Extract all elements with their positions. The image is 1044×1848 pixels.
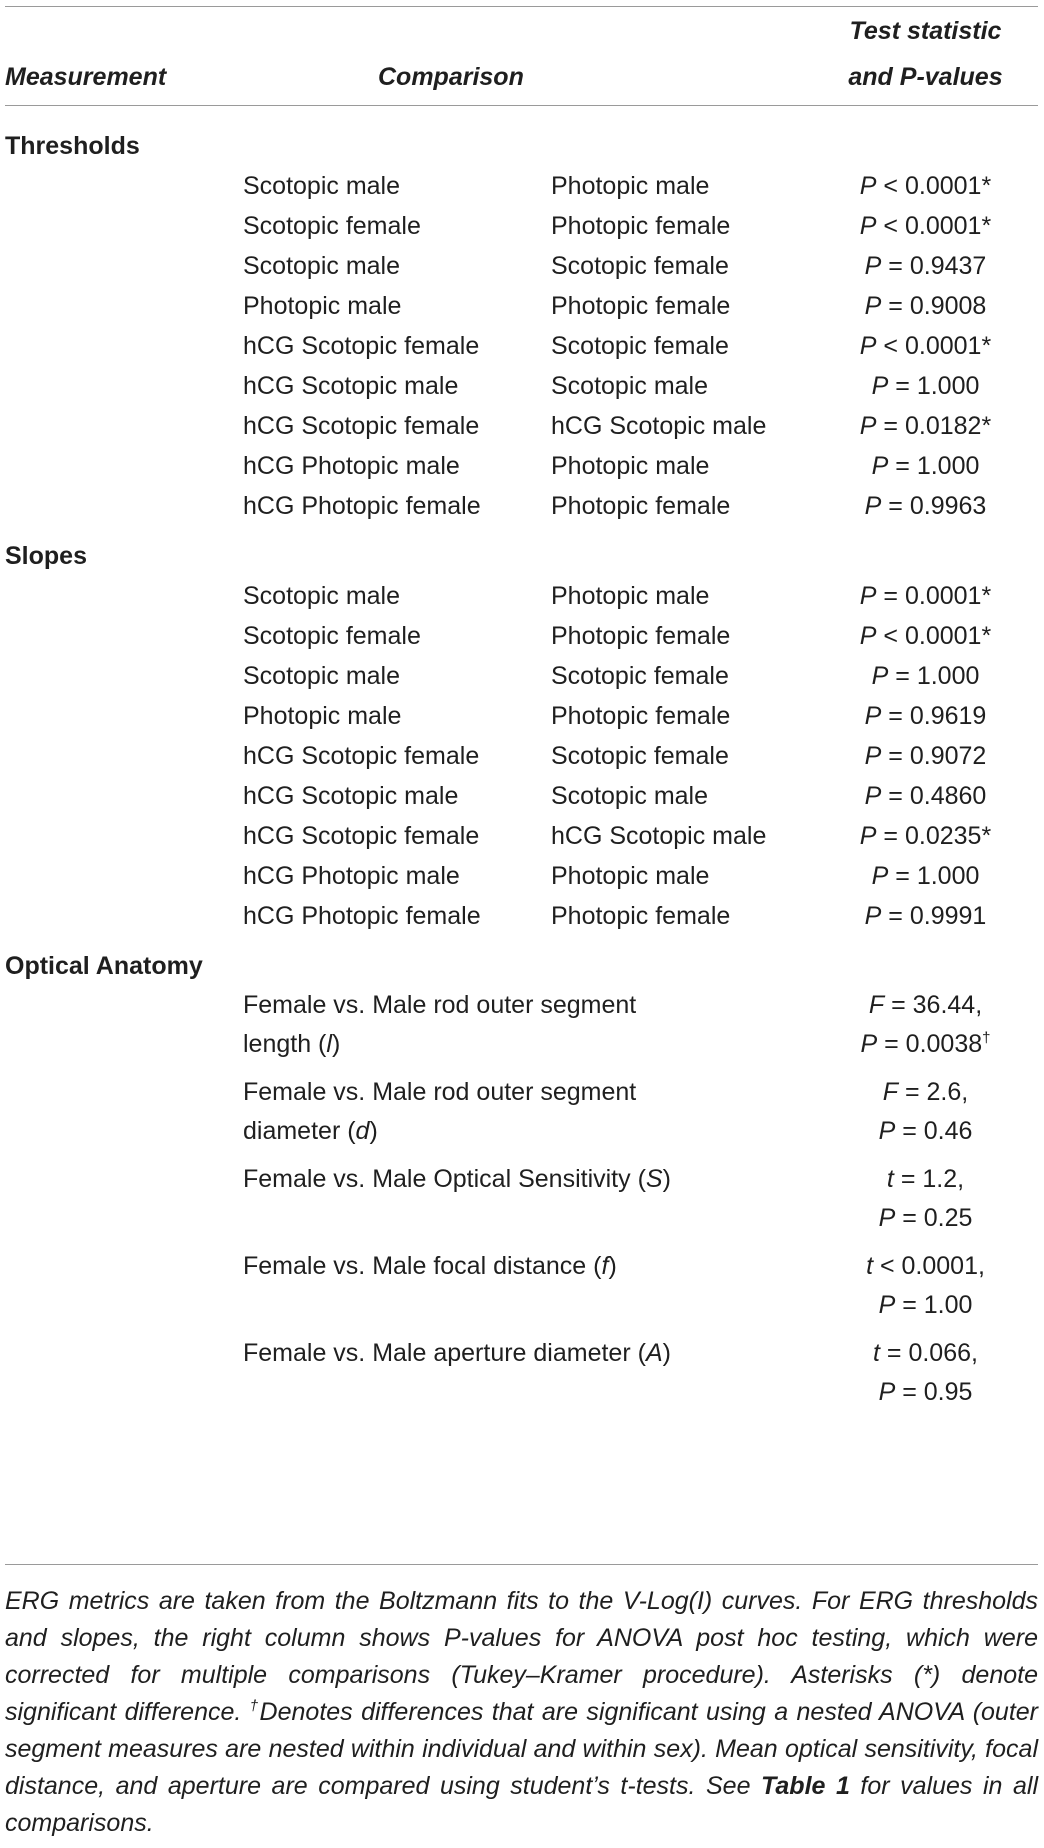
footnote-dagger: † xyxy=(249,1697,260,1715)
table-row xyxy=(5,166,1038,206)
measurement-cell xyxy=(5,576,243,616)
stat-value: = 2.6, xyxy=(898,1078,969,1106)
p-symbol: P xyxy=(864,742,882,770)
p-symbol: P xyxy=(871,662,889,690)
header-stat-line2-post: -values xyxy=(916,63,1003,91)
comparison-b: Scotopic male xyxy=(551,782,709,810)
measurement-cell xyxy=(5,736,243,776)
p-value: = 1.00 xyxy=(895,1291,973,1319)
comparison-b: Scotopic female xyxy=(551,742,729,770)
p-symbol: P xyxy=(878,1291,896,1319)
p-symbol: P xyxy=(859,622,877,650)
stat-symbol: t xyxy=(886,1165,894,1193)
measurement-cell xyxy=(5,656,243,696)
measurement-cell xyxy=(5,616,243,656)
p-value: 1.000 xyxy=(916,862,980,890)
p-value-cell xyxy=(813,576,1038,616)
table-row xyxy=(5,816,1038,856)
anatomy-symbol: A xyxy=(645,1339,663,1367)
p-value-cell xyxy=(813,616,1038,656)
stat-symbol: F xyxy=(882,1078,899,1106)
p-value-cell xyxy=(813,246,1038,286)
comparison-b: Photopic female xyxy=(551,292,731,320)
p-operator: < xyxy=(876,622,905,650)
p-value-cell xyxy=(813,326,1038,366)
table-row xyxy=(5,656,1038,696)
p-symbol: P xyxy=(864,902,882,930)
p-value: 0.4860 xyxy=(909,782,987,810)
test-stat-cell xyxy=(813,1247,1038,1334)
anatomy-text: Female vs. Male focal distance ( xyxy=(243,1252,602,1280)
section-header-row xyxy=(5,526,1038,576)
p-value: 0.0001* xyxy=(904,172,992,200)
comparison-a: Scotopic male xyxy=(243,252,401,280)
anatomy-symbol: l xyxy=(326,1030,332,1058)
comparison-b: Photopic female xyxy=(551,622,731,650)
p-value: = 0.25 xyxy=(895,1204,973,1232)
comparison-a: Scotopic male xyxy=(243,582,401,610)
test-stat-cell xyxy=(813,1073,1038,1160)
p-operator: < xyxy=(876,172,905,200)
measurement-cell xyxy=(5,326,243,366)
table-body xyxy=(5,112,1038,1421)
anatomy-text-end: ) xyxy=(369,1117,378,1145)
p-value-cell xyxy=(813,206,1038,246)
p-value: 0.0001* xyxy=(904,582,992,610)
header-stat-line1: Test statistic xyxy=(849,17,1002,45)
table-row xyxy=(5,856,1038,896)
anatomy-text: Female vs. Male aperture diameter ( xyxy=(243,1339,646,1367)
p-operator: = xyxy=(881,492,910,520)
comparison-a: Scotopic female xyxy=(243,622,421,650)
measurement-cell xyxy=(5,1247,243,1334)
p-operator: = xyxy=(881,252,910,280)
header-rule xyxy=(5,105,1038,106)
table-row xyxy=(5,736,1038,776)
table-row xyxy=(5,1073,1038,1160)
anatomy-text: length ( xyxy=(243,1030,327,1058)
p-value: = 0.95 xyxy=(895,1378,973,1406)
p-operator: = xyxy=(876,822,905,850)
measurement-cell xyxy=(5,1073,243,1160)
p-operator: = xyxy=(888,452,917,480)
measurement-cell xyxy=(5,1334,243,1421)
table-row xyxy=(5,576,1038,616)
measurement-cell xyxy=(5,776,243,816)
section-header-row xyxy=(5,936,1038,986)
p-value-cell xyxy=(813,776,1038,816)
p-operator: = xyxy=(881,292,910,320)
measurement-cell xyxy=(5,856,243,896)
p-value-cell xyxy=(813,486,1038,526)
comparison-b: Scotopic male xyxy=(551,372,709,400)
p-value-cell xyxy=(813,896,1038,936)
p-value-cell xyxy=(813,856,1038,896)
anatomy-comparison xyxy=(243,986,813,1073)
stat-symbol: t xyxy=(866,1252,874,1280)
header-comparison xyxy=(243,8,813,112)
comparison-a: hCG Scotopic female xyxy=(243,742,480,770)
p-symbol: P xyxy=(871,372,889,400)
table-row xyxy=(5,286,1038,326)
p-value: 1.000 xyxy=(916,452,980,480)
p-value: 0.9072 xyxy=(909,742,987,770)
footnote-part3: for values in all comparisons. xyxy=(5,1772,1038,1837)
anatomy-symbol: f xyxy=(601,1252,609,1280)
table-row xyxy=(5,486,1038,526)
anatomy-text-end: ) xyxy=(662,1339,671,1367)
comparison-a: hCG Photopic female xyxy=(243,492,481,520)
p-value: = 0.46 xyxy=(895,1117,973,1145)
p-symbol: P xyxy=(864,702,882,730)
p-value-cell xyxy=(813,286,1038,326)
p-value-cell xyxy=(813,166,1038,206)
p-symbol: P xyxy=(859,822,877,850)
p-value: 0.9991 xyxy=(909,902,987,930)
p-value-cell xyxy=(813,736,1038,776)
section-title: Optical Anatomy xyxy=(5,952,203,980)
measurement-cell xyxy=(5,446,243,486)
p-value-cell xyxy=(813,366,1038,406)
footnote-part2: Denotes differences that are significant using a nested ANOVA (outer segment measures are nested within individual and within sex). Mean optical sensitivity, focal distance, and aperture are compared using student’s t-tests. See xyxy=(5,1698,1039,1800)
section-title: Thresholds xyxy=(5,132,140,160)
p-operator: = xyxy=(888,862,917,890)
table-row xyxy=(5,986,1038,1073)
results-table xyxy=(5,8,1038,1421)
p-operator: = xyxy=(881,782,910,810)
header-stat-line2-pre: and xyxy=(848,63,900,91)
anatomy-comparison xyxy=(243,1334,813,1421)
p-operator: = xyxy=(881,742,910,770)
p-operator: = xyxy=(876,582,905,610)
p-symbol: P xyxy=(864,492,882,520)
p-value: 0.9437 xyxy=(909,252,987,280)
comparison-a: Scotopic male xyxy=(243,662,401,690)
p-symbol: P xyxy=(860,1030,878,1058)
anatomy-text-end: ) xyxy=(662,1165,671,1193)
comparison-b: hCG Scotopic male xyxy=(551,822,767,850)
anatomy-text: Female vs. Male Optical Sensitivity ( xyxy=(243,1165,646,1193)
comparison-a: hCG Photopic female xyxy=(243,902,481,930)
anatomy-symbol: S xyxy=(645,1165,663,1193)
table-row xyxy=(5,406,1038,446)
comparison-b: Scotopic female xyxy=(551,662,729,690)
p-value: 0.9619 xyxy=(909,702,987,730)
header-stat-line2-p: P xyxy=(899,63,917,91)
top-rule xyxy=(5,6,1038,7)
p-symbol: P xyxy=(878,1378,896,1406)
comparison-a: hCG Scotopic female xyxy=(243,412,480,440)
p-value-cell xyxy=(813,816,1038,856)
p-value: = 0.0038 xyxy=(877,1030,983,1058)
p-symbol: P xyxy=(859,212,877,240)
p-value-cell xyxy=(813,406,1038,446)
stat-value: < 0.0001, xyxy=(873,1252,985,1280)
stat-value: = 0.066, xyxy=(879,1339,978,1367)
table-footnote xyxy=(5,1583,1038,1842)
measurement-cell xyxy=(5,286,243,326)
comparison-a: Photopic male xyxy=(243,702,402,730)
anatomy-comparison xyxy=(243,1247,813,1334)
p-symbol: P xyxy=(864,292,882,320)
section-header-row xyxy=(5,112,1038,166)
measurement-cell xyxy=(5,206,243,246)
comparison-b: Photopic female xyxy=(551,492,731,520)
table-row xyxy=(5,246,1038,286)
p-value: 1.000 xyxy=(916,662,980,690)
anatomy-text-end: ) xyxy=(331,1030,341,1058)
anatomy-text-end: ) xyxy=(608,1252,617,1280)
test-stat-cell xyxy=(813,1160,1038,1247)
table-row xyxy=(5,1334,1038,1421)
comparison-b: Photopic male xyxy=(551,582,710,610)
p-operator: = xyxy=(881,902,910,930)
comparison-b: hCG Scotopic male xyxy=(551,412,767,440)
table-row xyxy=(5,776,1038,816)
p-value-cell xyxy=(813,696,1038,736)
stat-value: = 36.44, xyxy=(884,991,983,1019)
measurement-cell xyxy=(5,1160,243,1247)
anatomy-text: diameter ( xyxy=(243,1117,356,1145)
comparison-a: hCG Scotopic female xyxy=(243,332,480,360)
table-row xyxy=(5,616,1038,656)
p-value: 0.0001* xyxy=(904,212,992,240)
comparison-b: Scotopic female xyxy=(551,252,729,280)
p-value-cell xyxy=(813,446,1038,486)
table-row xyxy=(5,896,1038,936)
p-symbol: P xyxy=(871,862,889,890)
measurement-cell xyxy=(5,896,243,936)
comparison-a: hCG Photopic male xyxy=(243,862,460,890)
comparison-a: Scotopic female xyxy=(243,212,421,240)
comparison-a: hCG Scotopic male xyxy=(243,372,459,400)
table-row xyxy=(5,446,1038,486)
comparison-b: Photopic male xyxy=(551,452,710,480)
p-value: 0.0182* xyxy=(904,412,992,440)
comparison-b: Scotopic female xyxy=(551,332,729,360)
comparison-b: Photopic male xyxy=(551,862,710,890)
p-value: 1.000 xyxy=(916,372,980,400)
p-value: 0.0001* xyxy=(904,332,992,360)
test-stat-cell xyxy=(813,986,1038,1073)
bottom-rule xyxy=(5,1564,1038,1565)
measurement-cell xyxy=(5,246,243,286)
comparison-a: hCG Photopic male xyxy=(243,452,460,480)
comparison-a: hCG Scotopic female xyxy=(243,822,480,850)
comparison-b: Photopic male xyxy=(551,172,710,200)
footnote-part1: ERG metrics are taken from the Boltzmann fits to the V-Log(I) curves. For ERG thresholds and slopes, the right column shows P-values for ANOVA post hoc testing, which were corrected for multiple comparisons (Tukey–Kramer procedure). Asterisks (*) denote significant difference. xyxy=(5,1587,1038,1726)
p-operator: < xyxy=(876,212,905,240)
p-operator: = xyxy=(888,662,917,690)
measurement-cell xyxy=(5,696,243,736)
stat-value: = 1.2, xyxy=(893,1165,965,1193)
table-row xyxy=(5,366,1038,406)
header-stat xyxy=(813,8,1038,112)
p-operator: = xyxy=(876,412,905,440)
anatomy-comparison xyxy=(243,1160,813,1247)
measurement-cell xyxy=(5,406,243,446)
header-measurement: Measurement xyxy=(5,63,167,91)
measurement-cell xyxy=(5,366,243,406)
footnote-table-ref: Table 1 xyxy=(761,1772,850,1800)
anatomy-text-line1: Female vs. Male rod outer segment xyxy=(243,1078,637,1106)
stat-symbol: F xyxy=(868,991,885,1019)
measurement-cell xyxy=(5,166,243,206)
anatomy-symbol: d xyxy=(355,1117,370,1145)
table-row xyxy=(5,326,1038,366)
section-title: Slopes xyxy=(5,542,87,570)
p-operator: = xyxy=(888,372,917,400)
measurement-cell xyxy=(5,816,243,856)
test-stat-cell xyxy=(813,1334,1038,1421)
p-symbol: P xyxy=(859,582,877,610)
dagger-mark: † xyxy=(982,1029,991,1047)
header-comparison-label: Comparison xyxy=(378,63,524,91)
p-operator: < xyxy=(876,332,905,360)
p-value: 0.9008 xyxy=(909,292,987,320)
anatomy-comparison xyxy=(243,1073,813,1160)
comparison-a: Scotopic male xyxy=(243,172,401,200)
comparison-b: Photopic female xyxy=(551,212,731,240)
comparison-a: hCG Scotopic male xyxy=(243,782,459,810)
p-symbol: P xyxy=(864,252,882,280)
p-symbol: P xyxy=(878,1117,896,1145)
p-symbol: P xyxy=(859,172,877,200)
table-row xyxy=(5,1160,1038,1247)
p-value: 0.0235* xyxy=(904,822,992,850)
p-value: 0.9963 xyxy=(909,492,987,520)
p-symbol: P xyxy=(878,1204,896,1232)
p-value-cell xyxy=(813,656,1038,696)
p-symbol: P xyxy=(864,782,882,810)
measurement-cell xyxy=(5,986,243,1073)
header-row xyxy=(5,8,1038,112)
p-symbol: P xyxy=(859,332,877,360)
comparison-b: Photopic female xyxy=(551,702,731,730)
stat-symbol: t xyxy=(873,1339,880,1367)
p-symbol: P xyxy=(859,412,877,440)
table-row xyxy=(5,1247,1038,1334)
comparison-a: Photopic male xyxy=(243,292,402,320)
p-operator: = xyxy=(881,702,910,730)
anatomy-text-line1: Female vs. Male rod outer segment xyxy=(243,991,637,1019)
table-row xyxy=(5,696,1038,736)
table-row xyxy=(5,206,1038,246)
comparison-b: Photopic female xyxy=(551,902,731,930)
measurement-cell xyxy=(5,486,243,526)
p-symbol: P xyxy=(871,452,889,480)
p-value: 0.0001* xyxy=(904,622,992,650)
